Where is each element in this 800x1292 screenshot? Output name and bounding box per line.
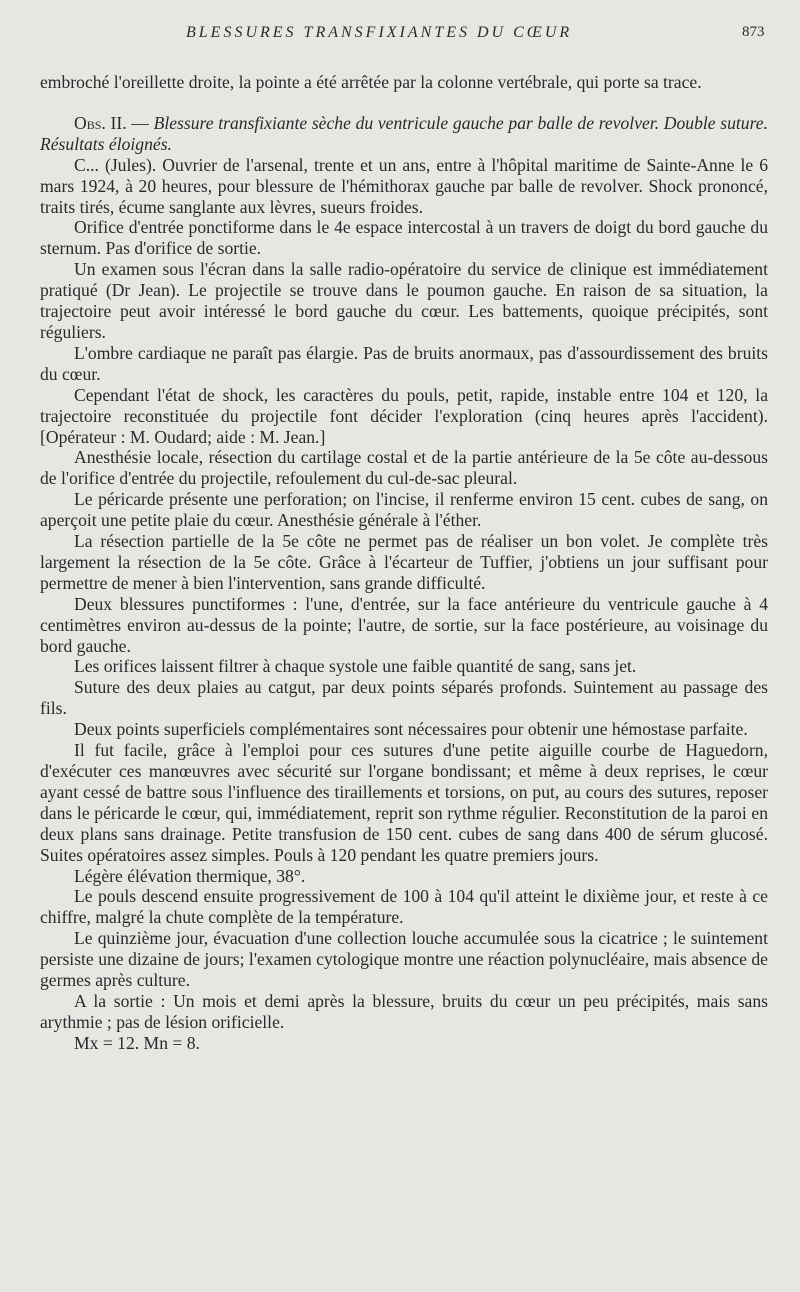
paragraph-patient: C... (Jules). Ouvrier de l'arsenal, trente et un ans, entre à l'hôpital maritime de Sainte-Anne le 6 mars 1924, à 20 heures, pour blessure de l'hémithorax gauche par balle de revolver. Shock prononcé, traits tirés, écume sanglante aux lèvres, sueurs froides. bbox=[40, 154, 768, 217]
paragraph-continued: embroché l'oreillette droite, la pointe a été arrêtée par la colonne vertébrale, qui porte sa trace. bbox=[40, 72, 702, 92]
paragraph-blood-pressure: Mx = 12. Mn = 8. bbox=[74, 1032, 200, 1053]
observation-heading bbox=[40, 113, 768, 155]
observation-dash: — bbox=[126, 112, 154, 133]
paragraph-technique: Il fut facile, grâce à l'emploi pour ces sutures d'une petite aiguille courbe de Haguedorn, d'exécuter ces manœuvres avec sécurité sur l'organe bondissant; et même à deux reprises, le cœur ayant cessé de battre sous l'influence des tiraillements et torsions, on put, au cours des sutures, reposer dans le péricarde le cœur, qui, immédiatement, reprit son rythme régulier. Reconstitution de la paroi en deux plans sans drainage. Petite transfusion de 150 cent. cubes de sang dans 400 de sérum glucosé. Suites opératoires assez simples. Pouls à 120 pendant les quatre premiers jours. bbox=[40, 740, 768, 865]
paragraph-discharge: A la sortie : Un mois et demi après la blessure, bruits du cœur un peu précipités, mais sans arythmie ; pas de lésion orificielle. bbox=[40, 990, 768, 1032]
paragraph-hemostasis: Deux points superficiels complémentaires sont nécessaires pour obtenir une hémostase parfaite. bbox=[74, 719, 748, 740]
paragraph-wounds: Deux blessures punctiformes : l'une, d'entrée, sur la face antérieure du ventricule gauche à 4 centimètres environ au-dessus de la pointe; l'autre, de sortie, sur la face postérieure, au voisinage du bord gauche. bbox=[40, 593, 768, 656]
paragraph-radioscopy: Un examen sous l'écran dans la salle radio-opératoire du service de clinique est immédiatement pratiqué (Dr Jean). Le projectile se trouve dans le poumon gauche. En raison de sa situation, la trajectoire peut avoir intéressé le bord gauche du cœur. Les battements, quoique précipités, sont réguliers. bbox=[40, 259, 768, 342]
observation-title: Blessure transfixiante sèche du ventricule gauche par balle de revolver. Double suture. Résultats éloignés. bbox=[40, 112, 769, 154]
paragraph-pulse: Le pouls descend ensuite progressivement de 100 à 104 qu'il atteint le dixième jour, et reste à ce chiffre, malgré la chute complète de la température. bbox=[40, 886, 768, 928]
paragraph-resection: La résection partielle de la 5e côte ne permet pas de réaliser un bon volet. Je complète très largement la résection de la 5e côte. Grâce à l'écarteur de Tuffier, j'obtiens un jour suffisant pour permettre de mener à bien l'intervention, sans grande difficulté. bbox=[40, 531, 768, 593]
body-text bbox=[40, 72, 768, 1054]
paragraph-exploration: Cependant l'état de shock, les caractères du pouls, petit, rapide, instable entre 104 et 120, la trajectoire reconstituée du projectile font décider l'exploration (cinq heures après l'accident). [Opérateur : M. Oudard; aide : M. Jean.] bbox=[40, 384, 768, 447]
paragraph-orifices: Les orifices laissent filtrer à chaque systole une faible quantité de sang, sans jet. bbox=[74, 656, 637, 677]
observation-label: Obs. II. bbox=[74, 112, 127, 133]
paragraph-temperature: Légère élévation thermique, 38°. bbox=[74, 865, 306, 886]
running-head bbox=[0, 24, 800, 50]
page-number: 873 bbox=[742, 24, 765, 40]
paragraph-suture: Suture des deux plaies au catgut, par deux points séparés profonds. Suintement au passage des fils. bbox=[40, 677, 768, 719]
running-title: BLESSURES TRANSFIXIANTES DU CŒUR bbox=[186, 24, 573, 41]
paragraph-fifteenth-day: Le quinzième jour, évacuation d'une collection louche accumulée sous la cicatrice ; le suintement persiste une dizaine de jours; l'examen cytologique montre une réaction polynucléaire, mais absence de germes après culture. bbox=[40, 928, 768, 991]
paragraph-entry-wound: Orifice d'entrée ponctiforme dans le 4e espace intercostal à un travers de doigt du bord gauche du sternum. Pas d'orifice de sortie. bbox=[40, 217, 768, 259]
paragraph-pericardium: Le péricarde présente une perforation; on l'incise, il renferme environ 15 cent. cubes de sang, on aperçoit une petite plaie du cœur. Anesthésie générale à l'éther. bbox=[40, 489, 768, 531]
paragraph-anesthesia: Anesthésie locale, résection du cartilage costal et de la partie antérieure de la 5e côte au-dessous de l'orifice d'entrée du projectile, refoulement du cul-de-sac pleural. bbox=[40, 447, 768, 489]
paragraph-cardiac-shadow: L'ombre cardiaque ne paraît pas élargie. Pas de bruits anormaux, pas d'assourdissement des bruits du cœur. bbox=[40, 342, 768, 384]
